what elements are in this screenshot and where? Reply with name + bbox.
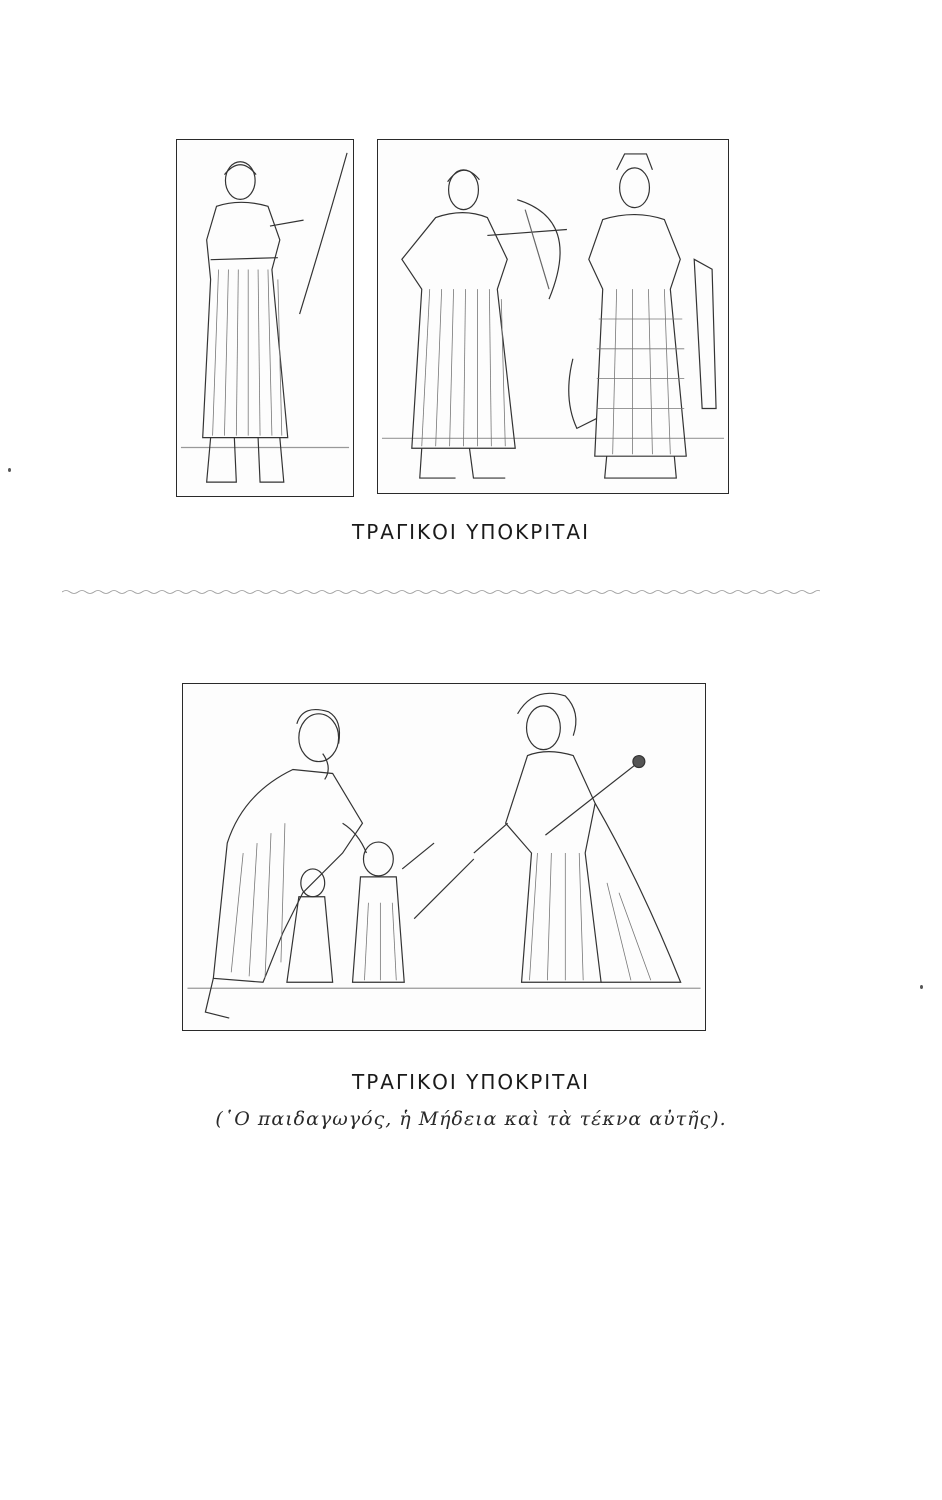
ink-speck [8,468,11,472]
drawing-actors-archer-and-companion [378,140,728,493]
section-divider [62,588,820,596]
top-plate-caption: ΤΡΑΓΙΚΟΙ ΥΠΟΚΡΙΤΑΙ [352,520,590,544]
drawing-actor-with-bow [177,140,353,496]
drawing-pedagogue-medea-children [183,684,705,1030]
illustration-plate-medea-scene [182,683,706,1031]
ink-speck [920,985,923,989]
illustration-plate-single-actor [176,139,354,497]
bottom-plate-caption: ΤΡΑΓΙΚΟΙ ΥΠΟΚΡΙΤΑΙ [352,1070,590,1094]
illustration-plate-two-actors [377,139,729,494]
bottom-plate-subcaption: (῾Ο παιδαγωγός, ἡ Μήδεια καὶ τὰ τέκνα αὐτῆς). [215,1108,727,1130]
